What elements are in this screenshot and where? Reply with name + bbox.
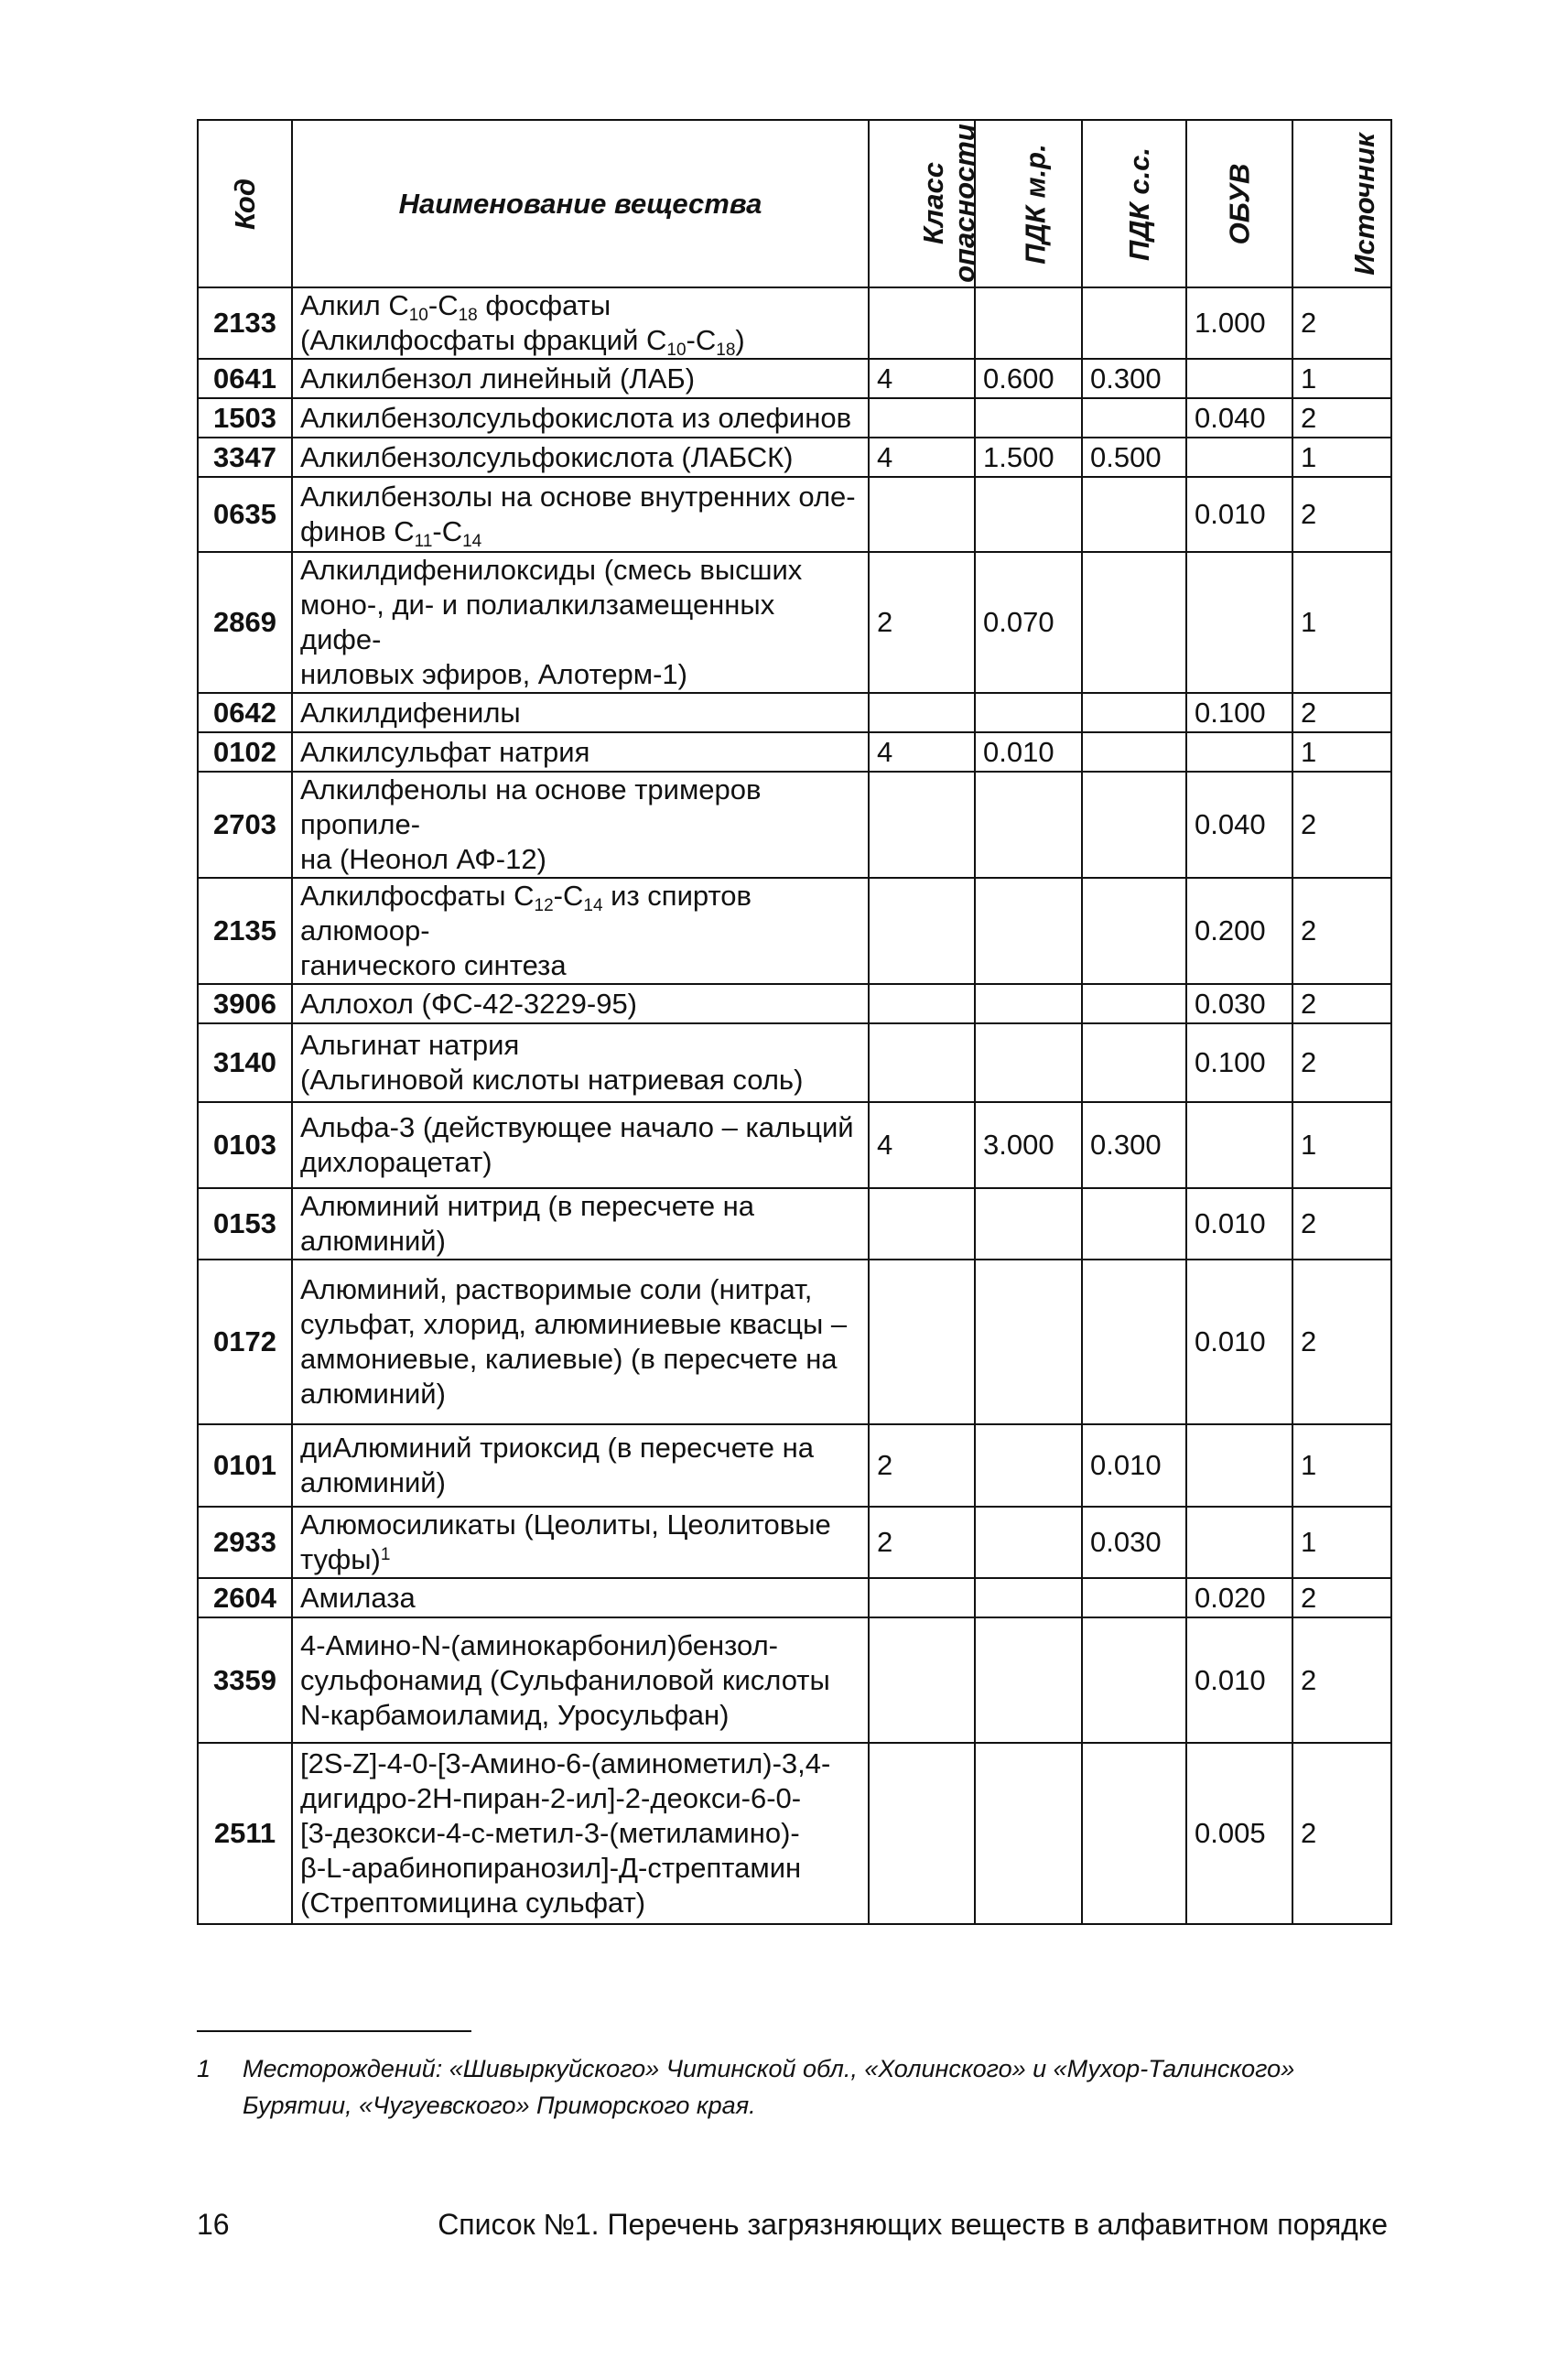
cell-hazard-class	[869, 287, 975, 359]
table-row	[198, 477, 1391, 552]
cell-obuv: 0.040	[1186, 772, 1292, 878]
cell-code: 2511	[198, 1743, 292, 1924]
cell-pdk-ss	[1082, 1260, 1186, 1424]
table-header-row	[198, 120, 1391, 287]
cell-pdk-ss	[1082, 1743, 1186, 1924]
footnote-divider	[197, 2030, 471, 2032]
cell-pdk-ss	[1082, 693, 1186, 732]
substances-table	[197, 119, 1392, 1925]
table-row	[198, 1617, 1391, 1743]
cell-name: Амилаза	[292, 1578, 869, 1617]
cell-obuv: 0.005	[1186, 1743, 1292, 1924]
cell-hazard-class	[869, 1743, 975, 1924]
cell-pdk-mr: 0.070	[975, 552, 1082, 693]
cell-source: 1	[1292, 1507, 1391, 1578]
cell-hazard-class: 4	[869, 1102, 975, 1188]
cell-pdk-mr	[975, 1507, 1082, 1578]
running-title: Список №1. Перечень загрязняющих веществ в алфавитном порядке	[438, 2208, 1388, 2241]
cell-code: 0172	[198, 1260, 292, 1424]
cell-source: 2	[1292, 1743, 1391, 1924]
table-row	[198, 1188, 1391, 1260]
cell-pdk-ss	[1082, 878, 1186, 984]
cell-pdk-mr	[975, 1023, 1082, 1102]
cell-pdk-ss: 0.030	[1082, 1507, 1186, 1578]
cell-pdk-mr: 0.010	[975, 732, 1082, 772]
cell-obuv: 0.040	[1186, 398, 1292, 438]
cell-obuv: 0.010	[1186, 477, 1292, 552]
cell-name: Альфа-3 (действующее начало – кальций дихлорацетат)	[292, 1102, 869, 1188]
cell-code: 0102	[198, 732, 292, 772]
cell-name: Алкилсульфат натрия	[292, 732, 869, 772]
cell-source: 1	[1292, 552, 1391, 693]
cell-pdk-mr	[975, 477, 1082, 552]
cell-name: [2S-Z]-4-0-[3-Амино-6-(аминометил)-3,4- дигидро-2Н-пиран-2-ил]-2-деокси-6-0- [3-дезокси-4-с-метил-3-(метиламино)- β-L-арабинопиранозил]-Д-стрептамин (Стрептомицина сульфат)	[292, 1743, 869, 1924]
cell-source: 1	[1292, 1424, 1391, 1507]
cell-name: Аллохол (ФС-42-3229-95)	[292, 984, 869, 1023]
cell-code: 0642	[198, 693, 292, 732]
cell-pdk-ss	[1082, 398, 1186, 438]
cell-pdk-mr	[975, 693, 1082, 732]
table-row	[198, 693, 1391, 732]
table-row	[198, 732, 1391, 772]
cell-obuv: 0.020	[1186, 1578, 1292, 1617]
cell-pdk-mr	[975, 1188, 1082, 1260]
cell-pdk-mr	[975, 1260, 1082, 1424]
cell-code: 3906	[198, 984, 292, 1023]
cell-source: 2	[1292, 878, 1391, 984]
cell-obuv: 0.010	[1186, 1188, 1292, 1260]
cell-pdk-ss	[1082, 287, 1186, 359]
cell-hazard-class	[869, 398, 975, 438]
cell-name: Алкил $C_{10}-C_{18}$ фосфаты (Алкилфосфаты фракций $C_{10}-C_{18}$)	[292, 287, 869, 359]
cell-pdk-mr	[975, 1617, 1082, 1743]
cell-source: 2	[1292, 1188, 1391, 1260]
cell-name: диАлюминий триоксид (в пересчете на алюминий)	[292, 1424, 869, 1507]
cell-obuv: 0.030	[1186, 984, 1292, 1023]
cell-code: 2135	[198, 878, 292, 984]
cell-name: 4-Амино-N-(аминокарбонил)бензол- сульфонамид (Сульфаниловой кислоты N-карбамоиламид, Уросульфан)	[292, 1617, 869, 1743]
header-source: Источник	[1292, 120, 1391, 287]
cell-obuv: 0.100	[1186, 693, 1292, 732]
cell-obuv: 0.010	[1186, 1260, 1292, 1424]
cell-hazard-class	[869, 1260, 975, 1424]
cell-pdk-ss	[1082, 1188, 1186, 1260]
cell-hazard-class: 2	[869, 552, 975, 693]
cell-obuv	[1186, 359, 1292, 398]
cell-code: 3140	[198, 1023, 292, 1102]
cell-obuv	[1186, 552, 1292, 693]
cell-hazard-class	[869, 693, 975, 732]
header-code: Код	[198, 120, 292, 287]
cell-obuv	[1186, 1102, 1292, 1188]
cell-pdk-mr: 0.600	[975, 359, 1082, 398]
cell-name: Алкилбензолсульфокислота из олефинов	[292, 398, 869, 438]
cell-obuv	[1186, 1424, 1292, 1507]
table-row	[198, 1023, 1391, 1102]
cell-hazard-class	[869, 1617, 975, 1743]
cell-code: 0153	[198, 1188, 292, 1260]
cell-obuv	[1186, 438, 1292, 477]
table-row	[198, 398, 1391, 438]
table-row	[198, 1743, 1391, 1924]
cell-source: 2	[1292, 984, 1391, 1023]
table-row	[198, 1424, 1391, 1507]
cell-obuv: 0.100	[1186, 1023, 1292, 1102]
cell-pdk-ss	[1082, 552, 1186, 693]
page-number: 16	[197, 2208, 230, 2241]
cell-pdk-mr	[975, 772, 1082, 878]
cell-pdk-ss	[1082, 1617, 1186, 1743]
cell-source: 2	[1292, 772, 1391, 878]
cell-code: 3347	[198, 438, 292, 477]
footnote	[197, 2050, 1396, 2124]
cell-hazard-class	[869, 1188, 975, 1260]
cell-source: 1	[1292, 732, 1391, 772]
cell-pdk-ss: 0.500	[1082, 438, 1186, 477]
table-row	[198, 878, 1391, 984]
cell-code: 2869	[198, 552, 292, 693]
table-row	[198, 772, 1391, 878]
cell-pdk-ss: 0.300	[1082, 1102, 1186, 1188]
cell-name: Алкилбензол линейный (ЛАБ)	[292, 359, 869, 398]
cell-pdk-mr	[975, 287, 1082, 359]
cell-hazard-class: 4	[869, 438, 975, 477]
cell-pdk-mr	[975, 398, 1082, 438]
cell-hazard-class: 2	[869, 1424, 975, 1507]
cell-obuv: 0.010	[1186, 1617, 1292, 1743]
cell-code: 0635	[198, 477, 292, 552]
cell-pdk-ss	[1082, 984, 1186, 1023]
cell-code: 2133	[198, 287, 292, 359]
cell-code: 3359	[198, 1617, 292, 1743]
cell-name: Алкилфенолы на основе тримеров пропиле- на (Неонол АФ-12)	[292, 772, 869, 878]
cell-hazard-class: 2	[869, 1507, 975, 1578]
cell-code: 2933	[198, 1507, 292, 1578]
cell-name: Алюминий, растворимые соли (нитрат, сульфат, хлорид, алюминиевые квасцы – аммониевые, калиевые) (в пересчете на алюминий)	[292, 1260, 869, 1424]
cell-hazard-class	[869, 772, 975, 878]
cell-pdk-ss	[1082, 732, 1186, 772]
cell-hazard-class	[869, 477, 975, 552]
cell-code: 2703	[198, 772, 292, 878]
cell-code: 0103	[198, 1102, 292, 1188]
cell-source: 1	[1292, 1102, 1391, 1188]
cell-source: 2	[1292, 1578, 1391, 1617]
cell-pdk-ss: 0.300	[1082, 359, 1186, 398]
cell-name: Алкилдифенилы	[292, 693, 869, 732]
cell-pdk-ss	[1082, 1578, 1186, 1617]
table-row	[198, 1260, 1391, 1424]
cell-source: 2	[1292, 287, 1391, 359]
cell-pdk-mr: 3.000	[975, 1102, 1082, 1188]
cell-code: 0641	[198, 359, 292, 398]
header-pdk-mr: ПДК м.р.	[975, 120, 1082, 287]
cell-name: Алкилдифенилоксиды (смесь высших моно-, ди- и полиалкилзамещенных дифе- ниловых эфиров, Алотерм-1)	[292, 552, 869, 693]
footnote-text: Месторождений: «Шивыркуйского» Читинской обл., «Холинского» и «Мухор-Талинского» Бурятии, «Чугуевского» Приморского края.	[243, 2055, 1295, 2119]
cell-pdk-mr	[975, 878, 1082, 984]
cell-name: Алкилбензолсульфокислота (ЛАБСК)	[292, 438, 869, 477]
cell-source: 2	[1292, 1260, 1391, 1424]
header-name: Наименование вещества	[292, 120, 869, 287]
table-row	[198, 287, 1391, 359]
cell-source: 2	[1292, 477, 1391, 552]
cell-obuv: 1.000	[1186, 287, 1292, 359]
cell-name: Алкилфосфаты $C_{12}-C_{14}$ из спиртов алюмоор- ганического синтеза	[292, 878, 869, 984]
cell-hazard-class	[869, 984, 975, 1023]
cell-obuv	[1186, 732, 1292, 772]
table-row	[198, 359, 1391, 398]
cell-pdk-mr	[975, 1578, 1082, 1617]
cell-hazard-class	[869, 1578, 975, 1617]
cell-obuv	[1186, 1507, 1292, 1578]
cell-source: 2	[1292, 693, 1391, 732]
cell-hazard-class: 4	[869, 732, 975, 772]
cell-hazard-class	[869, 878, 975, 984]
cell-hazard-class	[869, 1023, 975, 1102]
cell-code: 1503	[198, 398, 292, 438]
table-body	[198, 287, 1391, 1924]
cell-pdk-mr	[975, 984, 1082, 1023]
cell-pdk-ss	[1082, 772, 1186, 878]
cell-code: 0101	[198, 1424, 292, 1507]
cell-source: 2	[1292, 398, 1391, 438]
cell-name: Альгинат натрия (Альгиновой кислоты натриевая соль)	[292, 1023, 869, 1102]
cell-pdk-mr	[975, 1424, 1082, 1507]
cell-code: 2604	[198, 1578, 292, 1617]
table-row	[198, 552, 1391, 693]
cell-name: Алкилбензолы на основе внутренних оле- финов $C_{11}-C_{14}$	[292, 477, 869, 552]
cell-pdk-mr	[975, 1743, 1082, 1924]
cell-source: 1	[1292, 438, 1391, 477]
cell-source: 2	[1292, 1617, 1391, 1743]
cell-source: 2	[1292, 1023, 1391, 1102]
cell-source: 1	[1292, 359, 1391, 398]
cell-hazard-class: 4	[869, 359, 975, 398]
cell-obuv: 0.200	[1186, 878, 1292, 984]
cell-pdk-mr: 1.500	[975, 438, 1082, 477]
header-pdk-ss: ПДК с.с.	[1082, 120, 1186, 287]
table-row	[198, 438, 1391, 477]
header-obuv: ОБУВ	[1186, 120, 1292, 287]
cell-name: Алюминий нитрид (в пересчете на алюминий)	[292, 1188, 869, 1260]
header-hazard-class: Класс опасности	[869, 120, 975, 287]
table-row	[198, 1507, 1391, 1578]
cell-name: Алюмосиликаты (Цеолиты, Цеолитовые туфы)$^1$	[292, 1507, 869, 1578]
table-row	[198, 1102, 1391, 1188]
table-row	[198, 984, 1391, 1023]
footnote-mark: 1	[197, 2055, 211, 2082]
cell-pdk-ss: 0.010	[1082, 1424, 1186, 1507]
cell-pdk-ss	[1082, 477, 1186, 552]
cell-pdk-ss	[1082, 1023, 1186, 1102]
table-row	[198, 1578, 1391, 1617]
